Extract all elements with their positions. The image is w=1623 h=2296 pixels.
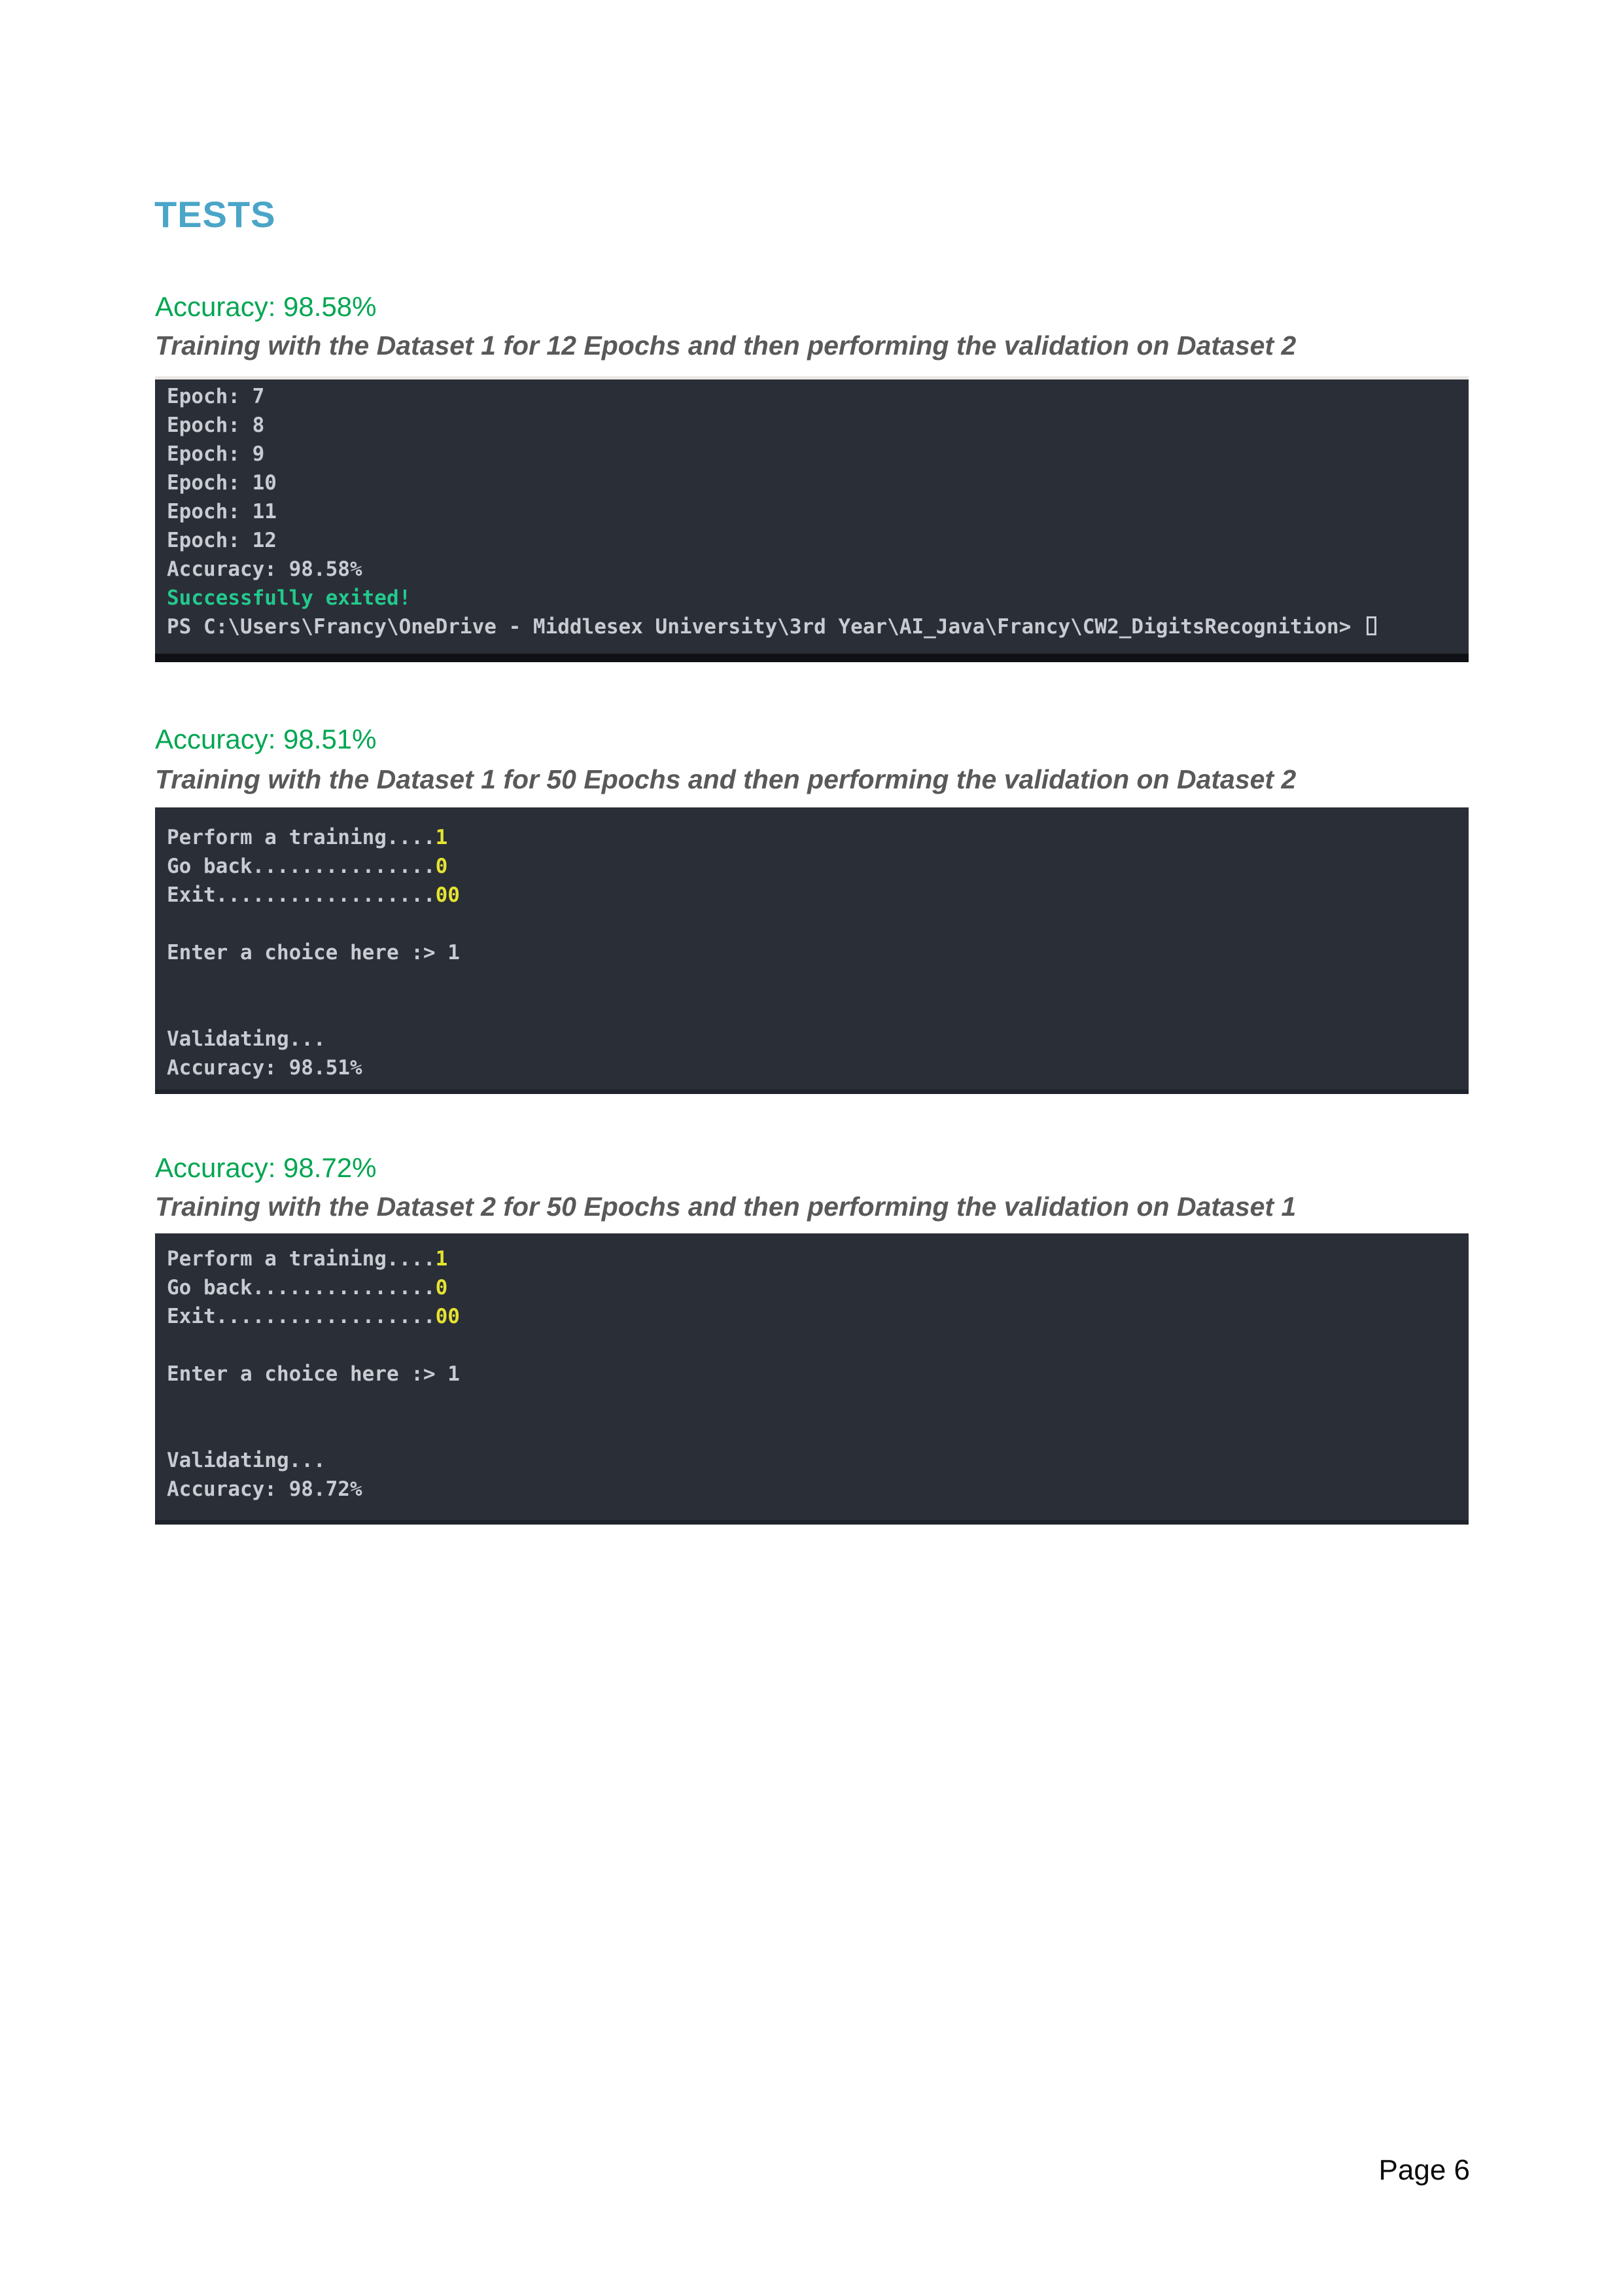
terminal-line [155,612,1469,641]
terminal-text-segment: Accuracy: 98.51% [167,1056,362,1080]
terminal-line [155,1417,1469,1446]
terminal-line [155,1245,1469,1273]
screenshot-bottom-edge [155,1520,1469,1525]
accuracy-heading-2: Accuracy: 98.51% [155,724,377,754]
terminal-text-segment: Exit.................. [167,883,436,907]
terminal-line [155,1302,1469,1331]
terminal-line [155,1360,1469,1388]
terminal-text-segment: 1 [435,826,448,849]
terminal-text-segment: Exit.................. [167,1305,436,1328]
terminal-cursor [1367,616,1376,635]
terminal-text-segment: Successfully exited! [167,586,411,610]
screenshot-top-edge [155,376,1469,380]
terminal-line [155,411,1469,440]
terminal-text-segment: Validating... [167,1027,326,1051]
terminal-line [155,881,1469,910]
terminal-text-segment: Validating... [167,1449,326,1472]
terminal-text-segment: Accuracy: 98.58% [167,557,362,581]
terminal-screenshot-3 [155,1233,1469,1525]
terminal-line [155,497,1469,526]
terminal-text-segment: 00 [435,883,460,907]
terminal-line [155,823,1469,852]
terminal-line [155,996,1469,1025]
test-description-3: Training with the Dataset 2 for 50 Epochs and then performing the validation on Dataset 1 [155,1192,1297,1222]
terminal-line [155,1053,1469,1082]
terminal-text-segment: 0 [435,855,448,878]
page-number: Page 6 [1378,2154,1470,2186]
terminal-line [155,468,1469,497]
terminal-line [155,1273,1469,1302]
terminal-text-segment: Epoch: 9 [167,442,265,466]
terminal-line [155,1446,1469,1475]
terminal-line [155,938,1469,967]
terminal-line [155,852,1469,881]
terminal-text-segment: 0 [435,1276,448,1299]
terminal-text-segment: Epoch: 8 [167,414,265,437]
terminal-text-segment: PS C:\Users\Francy\OneDrive - Middlesex University\3rd Year\AI_Java\Francy\CW2_DigitsRecognition> [167,615,1364,639]
terminal-text-segment: Enter a choice here :> 1 [167,941,460,964]
terminal-text-segment: Perform a training.... [167,826,436,849]
screenshot-bottom-edge [155,1089,1469,1094]
test-description-1: Training with the Dataset 1 for 12 Epochs and then performing the validation on Dataset 2 [155,330,1297,361]
terminal-text-segment: Go back............... [167,1276,436,1299]
terminal-text-segment: Epoch: 7 [167,385,265,408]
accuracy-heading-1: Accuracy: 98.58% [155,291,377,322]
terminal-line [155,382,1469,411]
screenshot-bottom-edge [155,654,1469,662]
accuracy-heading-3: Accuracy: 98.72% [155,1152,377,1183]
terminal-line [155,526,1469,555]
terminal-text-segment: Accuracy: 98.72% [167,1477,362,1501]
terminal-line [155,1475,1469,1504]
terminal-line [155,440,1469,468]
page-title: TESTS [154,194,276,235]
test-description-2: Training with the Dataset 1 for 50 Epochs and then performing the validation on Dataset 2 [155,764,1297,794]
terminal-text-segment: 1 [435,1247,448,1271]
terminal-line [155,555,1469,584]
terminal-line [155,1388,1469,1417]
terminal-line [155,1331,1469,1360]
terminal-screenshot-1 [155,376,1469,662]
terminal-text-segment: Epoch: 11 [167,500,277,523]
terminal-text-segment: Epoch: 12 [167,529,277,552]
terminal-line [155,910,1469,938]
terminal-text-segment: Go back............... [167,855,436,878]
terminal-text-segment: Epoch: 10 [167,471,277,495]
terminal-screenshot-2 [155,807,1469,1094]
terminal-text-segment: 00 [435,1305,460,1328]
terminal-line [155,584,1469,612]
terminal-line [155,1025,1469,1053]
terminal-text-segment: Perform a training.... [167,1247,436,1271]
terminal-text-segment: Enter a choice here :> 1 [167,1362,460,1386]
terminal-line [155,967,1469,996]
